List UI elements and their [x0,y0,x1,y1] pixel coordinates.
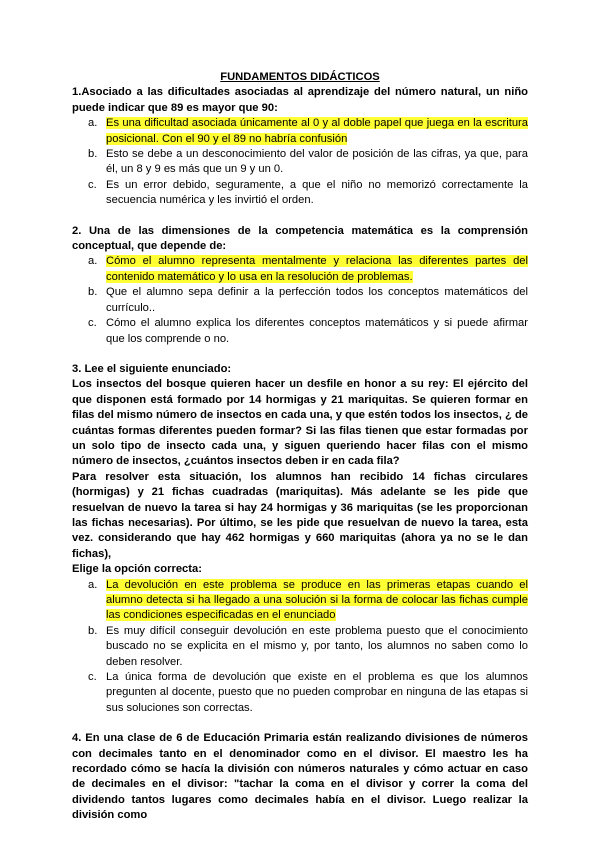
question-3-option-a[interactable] [72,578,528,624]
spacer [72,209,528,224]
question-4-stem: 4. En una clase de 6 de Educación Primaria están realizando divisiones de números con decimales tanto en el denominador como en el divisor. El maestro les ha recordado cómo se hacía la división con números naturales y cómo actuar en caso de decimales en el divisor: "tachar la coma en el divisor y correr la coma del dividendo tantos lugares como decimales había en el divisor. Luego realizar la división como [72,732,528,822]
option-letter: a. [88,255,98,268]
question-3-option-b[interactable] [72,624,528,670]
question-1-options [72,116,528,208]
option-letter: a. [88,578,98,591]
question-3-options [72,578,528,717]
option-letter: c. [88,317,97,330]
option-text: Es muy difícil conseguir devolución en este problema puesto que el conocimiento buscado no se explicita en el mismo y, por tanto, los alumnos no saben como lo deben resolver. [106,624,528,668]
document-title: FUNDAMENTOS DIDÁCTICOS [220,71,380,83]
question-1-stem: 1.Asociado a las dificultades asociadas al aprendizaje del número natural, un niño puede indicar que 89 es mayor que 90: [72,86,528,114]
question-1-option-b[interactable] [72,147,528,178]
question-1-option-c[interactable] [72,178,528,209]
question-2-option-b[interactable] [72,285,528,316]
question-2-options [72,254,528,346]
option-text: Cómo el alumno explica los diferentes conceptos matemáticos y si puede afirmar que los comprende o no. [106,317,528,345]
spacer [72,347,528,362]
question-3-enunciado: Los insectos del bosque quieren hacer un desfile en honor a su rey: El ejército del que disponen está formado por 14 hormigas y 21 mariquitas. Se quieren formar en filas del mismo número de insectos en cada una, y que estén todos los insectos, ¿ de cuántas formas diferentes pueden formar? Si las filas tienen que estar formadas por un solo tipo de insecto cada una, y siguen queriendo hacer filas con el mismo número de insectos, ¿cuántos insectos deben ir en cada fila? [72,378,528,468]
question-2-option-c[interactable] [72,316,528,347]
question-3-instruction: Elige la opción correcta: [72,563,202,576]
question-1-option-a[interactable] [72,116,528,147]
option-text: La única forma de devolución que existe en el problema es que los alumnos pregunten al docente, puesto que no pueden comprobar en ninguna de las etapas si sus soluciones son correctas. [106,671,528,714]
question-3-option-c[interactable] [72,670,528,716]
option-letter: b. [88,148,98,161]
question-3-stem: 3. Lee el siguiente enunciado: [72,362,232,375]
document-page [72,70,528,824]
option-text-highlighted: Cómo el alumno representa mentalmente y relaciona las diferentes partes del contenido matemático y lo usa en la resolución de problemas. [106,255,528,283]
question-2-option-a[interactable] [72,254,528,285]
option-letter: c. [88,178,97,191]
option-text-highlighted: Es una dificultad asociada únicamente al 0 y al doble papel que juega en la escritura posicional. Con el 90 y el 89 no habría confusión [106,117,528,145]
option-letter: a. [88,117,98,130]
option-letter: b. [88,624,98,637]
option-text: Es un error debido, seguramente, a que el niño no memorizó correctamente la secuencia numérica y les invirtió el orden. [106,178,528,207]
spacer [72,716,528,731]
question-2-stem: 2. Una de las dimensiones de la competencia matemática es la comprensión conceptual, que depende de: [72,224,528,253]
option-text: Que el alumno sepa definir a la perfección todos los conceptos matemáticos del currículo.. [106,286,528,314]
option-letter: c. [88,671,97,684]
question-3-context: Para resolver esta situación, los alumnos han recibido 14 fichas circulares (hormigas) y 21 fichas cuadradas (mariquitas). Más adelante se les pide que resuelvan de nuevo la tarea si hay 24 hormigas y 36 mariquitas (se les proporcionan las fichas necesarias). Por último, se les pide que resuelvan de nuevo la tarea, esta vez. considerando que hay 462 hormigas y 660 mariquitas (ahora ya no se le dan fichas), [72,470,528,560]
option-text-highlighted: La devolución en este problema se produce en las primeras etapas cuando el alumno detecta si ha llegado a una solución si la forma de colocar las fichas cumple las condiciones especificadas en el enunciado [106,578,528,622]
option-letter: b. [88,286,98,299]
option-text: Esto se debe a un desconocimiento del valor de posición de las cifras, ya que, para él, un 8 y 9 es más que un 9 y un 0. [106,148,528,176]
